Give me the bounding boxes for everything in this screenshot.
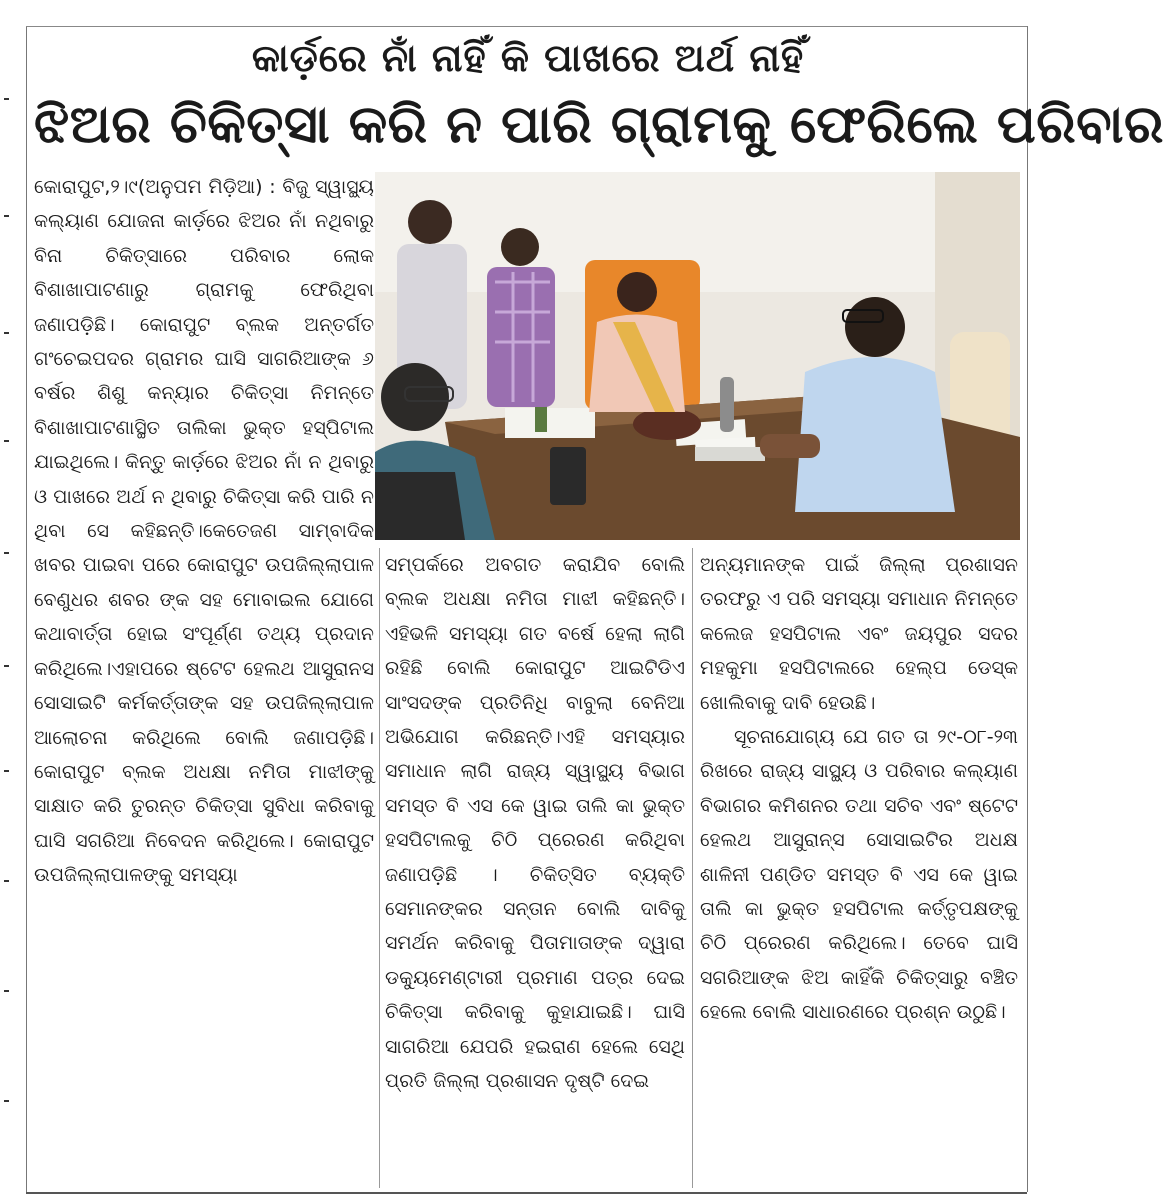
article-column-2 bbox=[385, 548, 685, 1188]
article-headline: ଝିଅର ଚିକିତ୍ସା କରି ନ ପାରି ଗ୍ରାମକୁ ଫେରିଲେ ପରିବାର bbox=[34, 95, 1164, 155]
article-column-1 bbox=[34, 170, 374, 1190]
office-meeting-photo bbox=[375, 172, 1020, 540]
column-divider bbox=[692, 548, 693, 1188]
article-kicker: କାର୍ଡ଼ରେ ନାଁ ନାହିଁ କି ପାଖରେ ଅର୍ଥ ନାହିଁ bbox=[251, 36, 805, 80]
article-column-3 bbox=[700, 548, 1018, 1188]
column-1-paragraph: କୋରାପୁଟ,୨।୯(ଅନୁପମ ମିଡ଼ିଆ) : ବିଜୁ ସ୍ୱାସ୍ଥ୍ୟ କଲ୍ୟାଣ ଯୋଜନା କାର୍ଡ଼ରେ ଝିଅର ନାଁ ନଥିବାରୁ ବିନା ଚିକିତ୍ସାରେ ପରିବାର ଲୋକ ବିଶାଖାପାଟଣାରୁ ଗ୍ରାମକୁ ଫେରିଥିବା ଜଣାପଡ଼ିଛି। କୋରାପୁଟ ବ୍ଲକ ଅନ୍ତର୍ଗତ ଗଂଚେଇପଦର ଗ୍ରାମର ଘାସି ସାଗରିଆଙ୍କ ୬ ବର୍ଷର ଶିଶୁ କନ୍ୟାର ଚିକିତ୍ସା ନିମନ୍ତେ ବିଶାଖାପାଟଣାସ୍ଥିତ ତାଲିକା ଭୁକ୍ତ ହସ୍ପିଟାଲ ଯାଇଥିଲେ। କିନ୍ତୁ କାର୍ଡ଼ରେ ଝିଅର ନାଁ ନ ଥିବାରୁ ଓ ପାଖରେ ଅର୍ଥ ନ ଥିବାରୁ ଚିକିତ୍ସା କରି ପାରି ନ ଥିବା ସେ କହିଛନ୍ତି।କେତେଜଣ ସାମ୍ବାଦିକ ଖବର ପାଇବା ପରେ କୋରାପୁଟ ଉପଜିଲ୍ଲାପାଳ ବେଣୁଧର ଶବର ଙ୍କ ସହ ମୋବାଇଲ ଯୋଗେ କଥାବାର୍ତ୍ତା ହୋଇ ସଂପୂର୍ଣ୍ଣ ତଥ୍ୟ ପ୍ରଦାନ କରିଥିଲେ।ଏହାପରେ ଷ୍ଟେଟ ହେଲଥ ଆସୁରାନସ ସୋସାଇଟି କର୍ମକର୍ତ୍ତାଙ୍କ ସହ ଉପଜିଲ୍ଲାପାଳ ଆଲୋଚନା କରିଥିଲେ ବୋଲି ଜଣାପଡ଼ିଛି। କୋରାପୁଟ ବ୍ଲକ ଅଧକ୍ଷା ନମିତା ମାଝୀଙ୍କୁ ସାକ୍ଷାତ କରି ତୁରନ୍ତ ଚିକିତ୍ସା ସୁବିଧା କରିବାକୁ ଘାସି ସଗରିଆ ନିବେଦନ କରିଥିଲେ। କୋରାପୁଟ ଉପଜିଲ୍ଲାପାଳଙ୍କୁ ସମସ୍ୟା bbox=[34, 176, 374, 887]
column-divider bbox=[379, 548, 380, 1188]
top-rule bbox=[26, 26, 1027, 27]
bottom-rule bbox=[26, 1192, 1027, 1194]
column-2-paragraph: ସମ୍ପର୍କରେ ଅବଗତ କରାଯିବ ବୋଲି ବ୍ଲକ ଅଧକ୍ଷା ନମିତା ମାଝୀ କହିଛନ୍ତି। ଏହିଭଳି ସମସ୍ୟା ଗତ ବର୍ଷେ ହେଲା ଲାଗି ରହିଛି ବୋଲି କୋରାପୁଟ ଆଇଟିଡିଏ ସାଂସଦଙ୍କ ପ୍ରତିନିଧି ବାବୁଲା ବେନିଆ ଅଭିଯୋଗ କରିଛନ୍ତି।ଏହି ସମସ୍ୟାର ସମାଧାନ ଲାଗି ରାଜ୍ୟ ସ୍ୱାସ୍ଥ୍ୟ ବିଭାଗ ସମସ୍ତ ବି ଏସ କେ ୱାଇ ତାଲି କା ଭୁକ୍ତ ହସପିଟାଲକୁ ଚିଠି ପ୍ରେରଣ କରିଥିବା ଜଣାପଡ଼ିଛି । ଚିକିତ୍ସିତ ବ୍ୟକ୍ତି ସେମାନଙ୍କର ସନ୍ତାନ ବୋଲି ଦାବିକୁ ସମର୍ଥନ କରିବାକୁ ପିତାମାତାଙ୍କ ଦ୍ୱାରା ଡକ୍ୟୁମେଣ୍ଟାରୀ ପ୍ରମାଣ ପତ୍ର ଦେଇ ଚିକିତ୍ସା କରିବାକୁ କୁହାଯାଇଛି। ଘାସି ସାଗରିଆ ଯେପରି ହଇରାଣ ହେଲେ ସେଥି ପ୍ରତି ଜିଲ୍ଲା ପ୍ରଶାସନ ଦୃଷ୍ଟି ଦେଇ bbox=[385, 554, 685, 1093]
column-3-paragraph-2: ସୂଚନାଯୋଗ୍ୟ ଯେ ଗତ ତା ୨୯-୦୮-୨୩ ରିଖରେ ରାଜ୍ୟ ସାସ୍ଥ୍ୟ ଓ ପରିବାର କଲ୍ୟାଣ ବିଭାଗର କମିଶନର ତଥା ସଚିବ ଏବଂ ଷ୍ଟେଟ ହେଲଥ ଆସୁରାନ୍ସ ସୋସାଇଟିର ଅଧକ୍ଷ ଶାଳିନୀ ପଣ୍ଡିତ ସମସ୍ତ ବି ଏସ କେ ୱାଇ ତାଲି କା ଭୁକ୍ତ ହସପିଟାଲ କର୍ତ୍ତୃପକ୍ଷଙ୍କୁ ଚିଠି ପ୍ରେରଣ କରିଥିଲେ। ତେବେ ଘାସି ସଗରିଆଙ୍କ ଝିଅ କାହିଁକି ଚିକିତ୍ସାରୁ ବଞ୍ଚିତ ହେଲେ ବୋଲି ସାଧାରଣରେ ପ୍ରଶ୍ନ ଉଠୁଛି। bbox=[700, 726, 1018, 1024]
column-3-paragraph-1: ଅନ୍ୟମାନଙ୍କ ପାଇଁ ଜିଲ୍ଲା ପ୍ରଶାସନ ତରଫରୁ ଏ ପରି ସମସ୍ୟା ସମାଧାନ ନିମନ୍ତେ କଲେଜ ହସପିଟାଲ ଏବଂ ଜୟପୁର ସଦର ମହକୁମା ହସପିଟାଲରେ ହେଲ୍ପ ଡେସ୍କ ଖୋଲିବାକୁ ଦାବି ହେଉଛି। bbox=[700, 554, 1018, 714]
left-margin-strip bbox=[0, 0, 14, 1200]
